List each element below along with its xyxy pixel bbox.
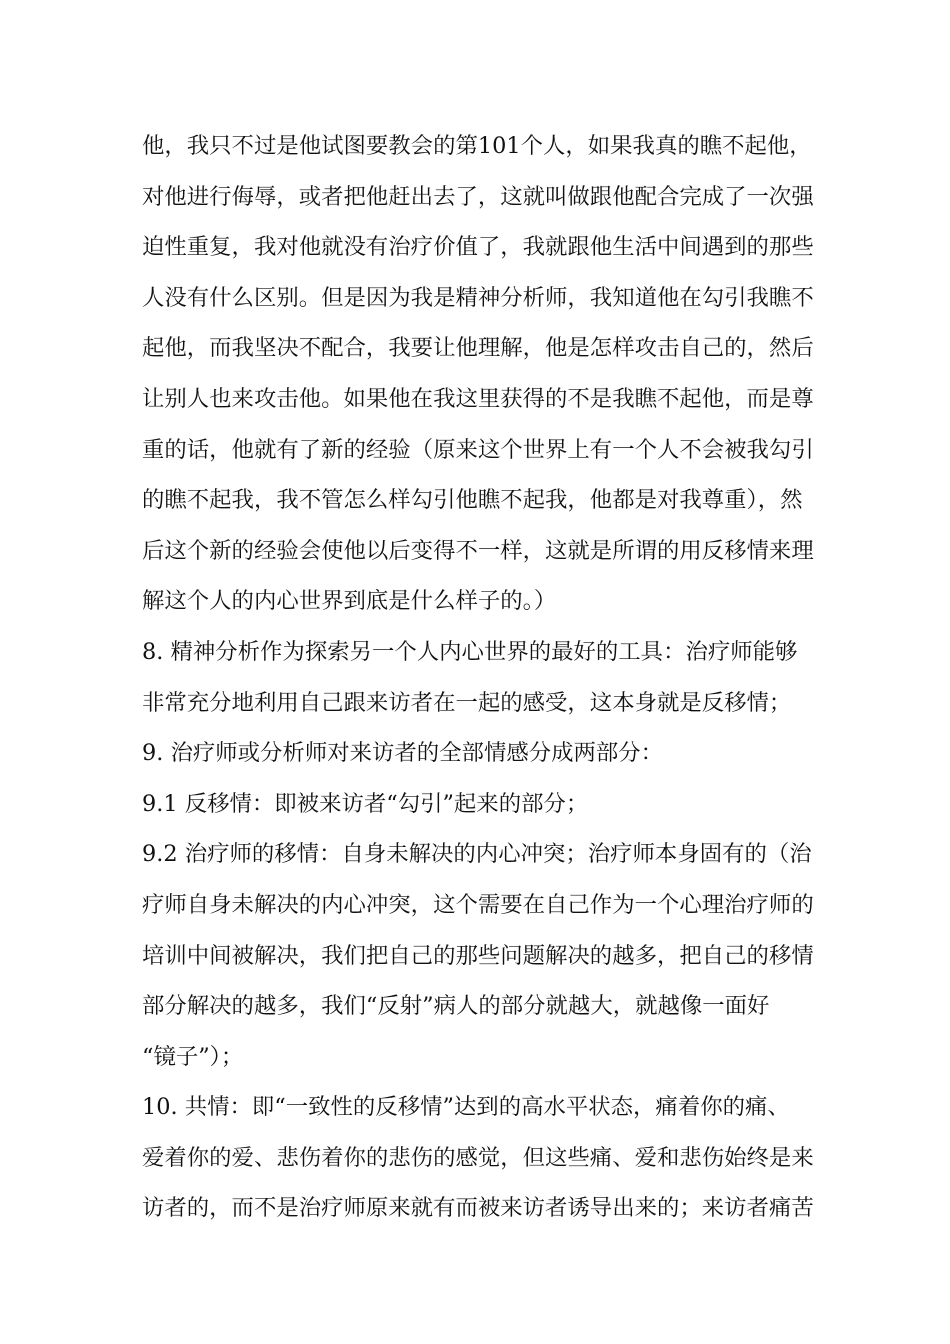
text-line: 重的话，他就有了新的经验（原来这个世界上有一个人不会被我勾引 [142,436,814,463]
text-line: 爱着你的爱、悲伤着你的悲伤的感觉，但这些痛、爱和悲伤始终是来 [142,1144,814,1171]
text-line: “镜子”）； [142,1043,244,1070]
text-line: 疗师自身未解决的内心冲突，这个需要在自己作为一个心理治疗师的 [142,891,814,918]
text-line: 培训中间被解决，我们把自己的那些问题解决的越多，把自己的移情 [142,942,814,969]
list-item-9: 9. 治疗师或分析师对来访者的全部情感分成两部分： [142,740,664,767]
text-line: 人没有什么区别。但是因为我是精神分析师，我知道他在勾引我瞧不 [142,284,814,311]
text-line: 非常充分地利用自己跟来访者在一起的感受，这本身就是反移情； [142,689,792,716]
text-line: 对他进行侮辱，或者把他赶出去了，这就叫做跟他配合完成了一次强 [142,183,814,210]
list-item-9-2: 9.2 治疗师的移情：自身未解决的内心冲突；治疗师本身固有的（治 [142,841,812,868]
body-text [142,121,814,1234]
text-line: 的瞧不起我，我不管怎么样勾引他瞧不起我，他都是对我尊重），然 [142,487,803,514]
list-item-8: 8. 精神分析作为探索另一个人内心世界的最好的工具：治疗师能够 [142,638,798,665]
text-line: 起他，而我坚决不配合，我要让他理解，他是怎样攻击自己的，然后 [142,335,814,362]
text-line: 后这个新的经验会使他以后变得不一样，这就是所谓的用反移情来理 [142,537,814,564]
list-item-9-1: 9.1 反移情：即被来访者“勾引”起来的部分； [142,790,589,817]
list-item-10: 10. 共情：即“一致性的反移情”达到的高水平状态，痛着你的痛、 [142,1094,790,1121]
text-line: 他，我只不过是他试图要教会的第101个人，如果我真的瞧不起他， [142,133,812,159]
text-line: 访者的，而不是治疗师原来就有而被来访者诱导出来的；来访者痛苦 [142,1195,814,1222]
text-line: 迫性重复，我对他就没有治疗价值了，我就跟他生活中间遇到的那些 [142,234,814,261]
text-line: 让别人也来攻击他。如果他在我这里获得的不是我瞧不起他，而是尊 [142,385,814,412]
text-line: 部分解决的越多，我们“反射”病人的部分就越大，就越像一面好 [142,993,770,1020]
text-line: 解这个人的内心世界到底是什么样子的。） [142,588,557,615]
